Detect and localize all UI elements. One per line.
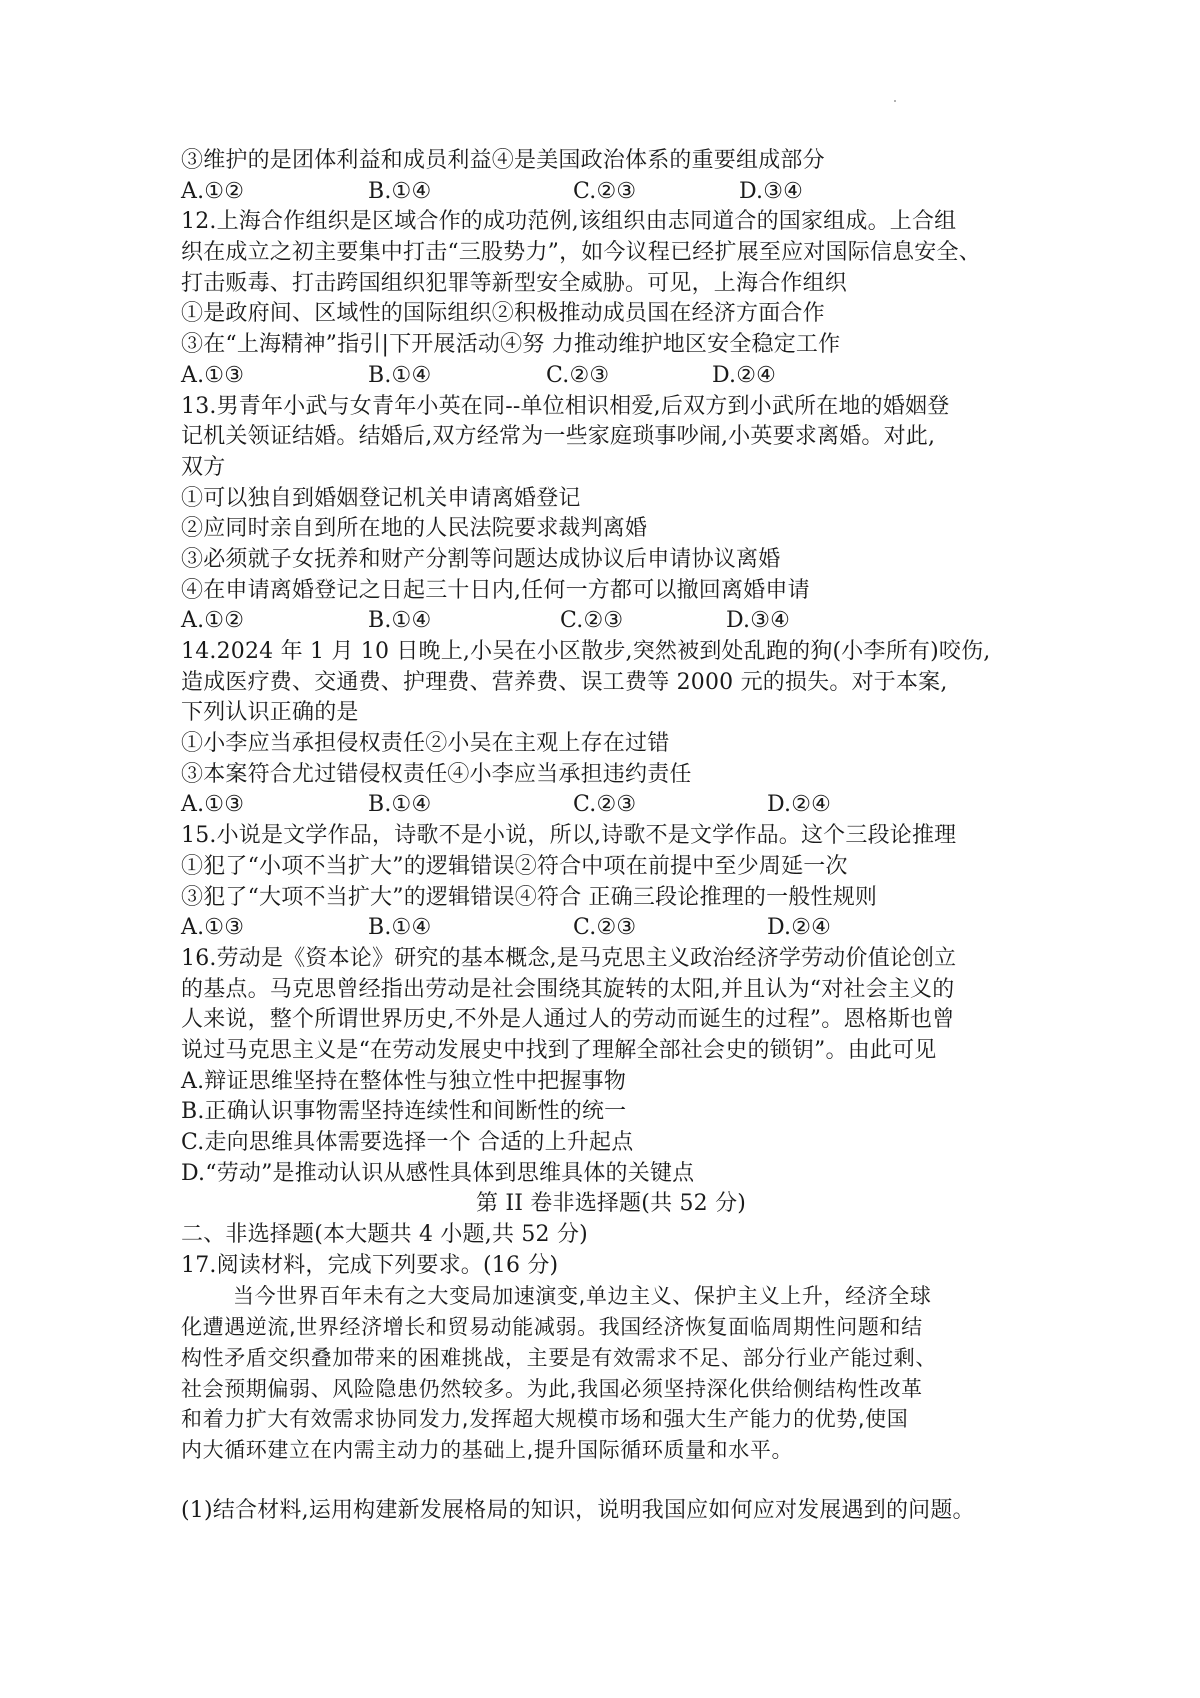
q12-statement-line-2: ③在“上海精神”指引|下开展活动④努 力推动维护地区安全稳定工作 <box>181 332 841 358</box>
q13-stem-line-2: 记机关领证结婚。结婚后,双方经常为一些家庭琐事吵闹,小英要求离婚。对此, <box>181 424 936 450</box>
option-a: A.①③ <box>181 362 245 388</box>
q13-statement-line-4: ④在申请离婚登记之日起三十日内,任何一方都可以撤回离婚申请 <box>181 577 810 603</box>
option-d: D.②④ <box>712 362 777 388</box>
q15-statement-line-2: ③犯了“大项不当扩大”的逻辑错误④符合 正确三段论推理的一般性规则 <box>181 884 878 910</box>
q11-statement-line: ③维护的是团体利益和成员利益④是美国政治体系的重要组成部分 <box>181 148 825 173</box>
q16-option-a: A.辩证思维坚持在整体性与独立性中把握事物 <box>181 1068 627 1094</box>
exam-content <box>181 146 1041 1527</box>
q15-statement-line-1: ①犯了“小项不当扩大”的逻辑错误②符合中项在前提中至少周延一次 <box>181 853 848 879</box>
q14-stem-line-1: 14.2024 年 1 月 10 日晚上,小吴在小区散步,突然被到处乱跑的狗(小李所有)咬伤, <box>181 639 991 664</box>
material-line-1: 当今世界百年未有之大变局加速演变,单边主义、保护主义上升，经济全球 <box>233 1284 932 1309</box>
q12-options <box>181 361 1041 392</box>
option-b: B.①④ <box>368 178 432 204</box>
q16-stem-line-2: 的基点。马克思曾经指出劳动是社会围绕其旋转的太阳,并且认为“对社会主义的 <box>181 976 955 1002</box>
q15-options <box>181 913 1041 944</box>
q11-options <box>181 177 1041 208</box>
option-a: A.①② <box>181 178 245 204</box>
q13-statement-line-3: ③必须就子女抚养和财产分割等问题达成协议后申请协议离婚 <box>181 546 781 572</box>
q16-stem-line-4: 说过马克思主义是“在劳动发展史中找到了理解全部社会史的锁钥”。由此可见 <box>181 1037 937 1063</box>
option-d: D.②④ <box>767 915 832 941</box>
q13-stem-line-3: 双方 <box>181 454 226 480</box>
option-c: C.②③ <box>573 178 637 204</box>
q16-stem-line-1: 16.劳动是《资本论》研究的基本概念,是马克思主义政治经济学劳动价值论创立 <box>181 945 957 971</box>
material-line-3: 构性矛盾交织叠加带来的困难挑战，主要是有效需求不足、部分行业产能过剩、 <box>181 1345 937 1370</box>
option-b: B.①④ <box>368 362 432 388</box>
option-b: B.①④ <box>368 608 432 634</box>
option-a: A.①③ <box>181 915 245 941</box>
material-line-6: 内大循环建立在内需主动力的基础上,提升国际循环质量和水平。 <box>181 1437 794 1462</box>
section-title: 第 II 卷非选择题(共 52 分) <box>475 1191 747 1217</box>
material-line-2: 化遭遇逆流,世界经济增长和贸易动能减弱。我国经济恢复面临周期性问题和结 <box>181 1315 923 1340</box>
q14-stem-line-3: 下列认识正确的是 <box>181 700 359 726</box>
q17-subquestion-1: (1)结合材料,运用构建新发展格局的知识，说明我国应如何应对发展遇到的问题。 <box>181 1498 975 1524</box>
q14-statement-line-2: ③本案符合尤过错侵权责任④小李应当承担违约责任 <box>181 761 692 787</box>
q13-options <box>181 606 1041 637</box>
q16-stem-line-3: 人来说，整个所谓世界历史,不外是人通过人的劳动而诞生的过程”。恩格斯也曾 <box>181 1007 955 1033</box>
q16-option-d: D.“劳动”是推动认识从感性具体到思维具体的关键点 <box>181 1160 695 1186</box>
q14-options <box>181 790 1041 821</box>
option-b: B.①④ <box>368 915 432 941</box>
material-line-4: 社会预期偏弱、风险隐患仍然较多。为此,我国必须坚持深化供给侧结构性改革 <box>181 1376 923 1401</box>
option-c: C.②③ <box>573 792 637 818</box>
q17-instruction: 17.阅读材料，完成下列要求。(16 分) <box>181 1252 559 1278</box>
material-line-5: 和着力扩大有效需求协同发力,发挥超大规模市场和强大生产能力的优势,使国 <box>181 1407 909 1432</box>
option-c: C.②③ <box>573 915 637 941</box>
option-b: B.①④ <box>368 792 432 818</box>
option-a: A.①③ <box>181 792 245 818</box>
q17-material <box>181 1281 1041 1496</box>
q12-stem-line-3: 打击贩毒、打击跨国组织犯罪等新型安全威胁。可见，上海合作组织 <box>181 270 848 296</box>
q12-stem-line-1: 12.上海合作组织是区域合作的成功范例,该组织由志同道合的国家组成。上合组 <box>181 209 957 235</box>
option-d: D.②④ <box>767 792 832 818</box>
option-d: D.③④ <box>726 608 791 634</box>
q14-stem-line-2: 造成医疗费、交通费、护理费、营养费、误工费等 2000 元的损失。对于本案, <box>181 669 948 695</box>
material-line-7 <box>181 1466 1041 1497</box>
option-d: D.③④ <box>739 178 804 204</box>
q16-option-b: B.正确认识事物需坚持连续性和间断性的统一 <box>181 1099 627 1125</box>
option-c: C.②③ <box>560 608 624 634</box>
option-c: C.②③ <box>546 362 610 388</box>
q13-statement-line-1: ①可以独自到婚姻登记机关申请离婚登记 <box>181 485 581 511</box>
q16-option-c: C.走向思维具体需要选择一个 合适的上升起点 <box>181 1130 634 1155</box>
scan-speck <box>894 100 896 102</box>
q15-stem-line-1: 15.小说是文学作品，诗歌不是小说，所以,诗歌不是文学作品。这个三段论推理 <box>181 823 957 849</box>
q12-statement-line-1: ①是政府间、区域性的国际组织②积极推动成员国在经济方面合作 <box>181 301 825 327</box>
option-a: A.①② <box>181 608 245 634</box>
q13-statement-line-2: ②应同时亲自到所在地的人民法院要求裁判离婚 <box>181 516 648 542</box>
q12-stem-line-2: 织在成立之初主要集中打击“三股势力”，如今议程已经扩展至应对国际信息安全、 <box>181 240 981 266</box>
q14-statement-line-1: ①小李应当承担侵权责任②小吴在主观上存在过错 <box>181 731 670 757</box>
q13-stem-line-1: 13.男青年小武与女青年小英在同--单位相识相爱,后双方到小武所在地的婚姻登 <box>181 393 950 419</box>
section-heading: 二、非选择题(本大题共 4 小题,共 52 分) <box>181 1222 588 1248</box>
